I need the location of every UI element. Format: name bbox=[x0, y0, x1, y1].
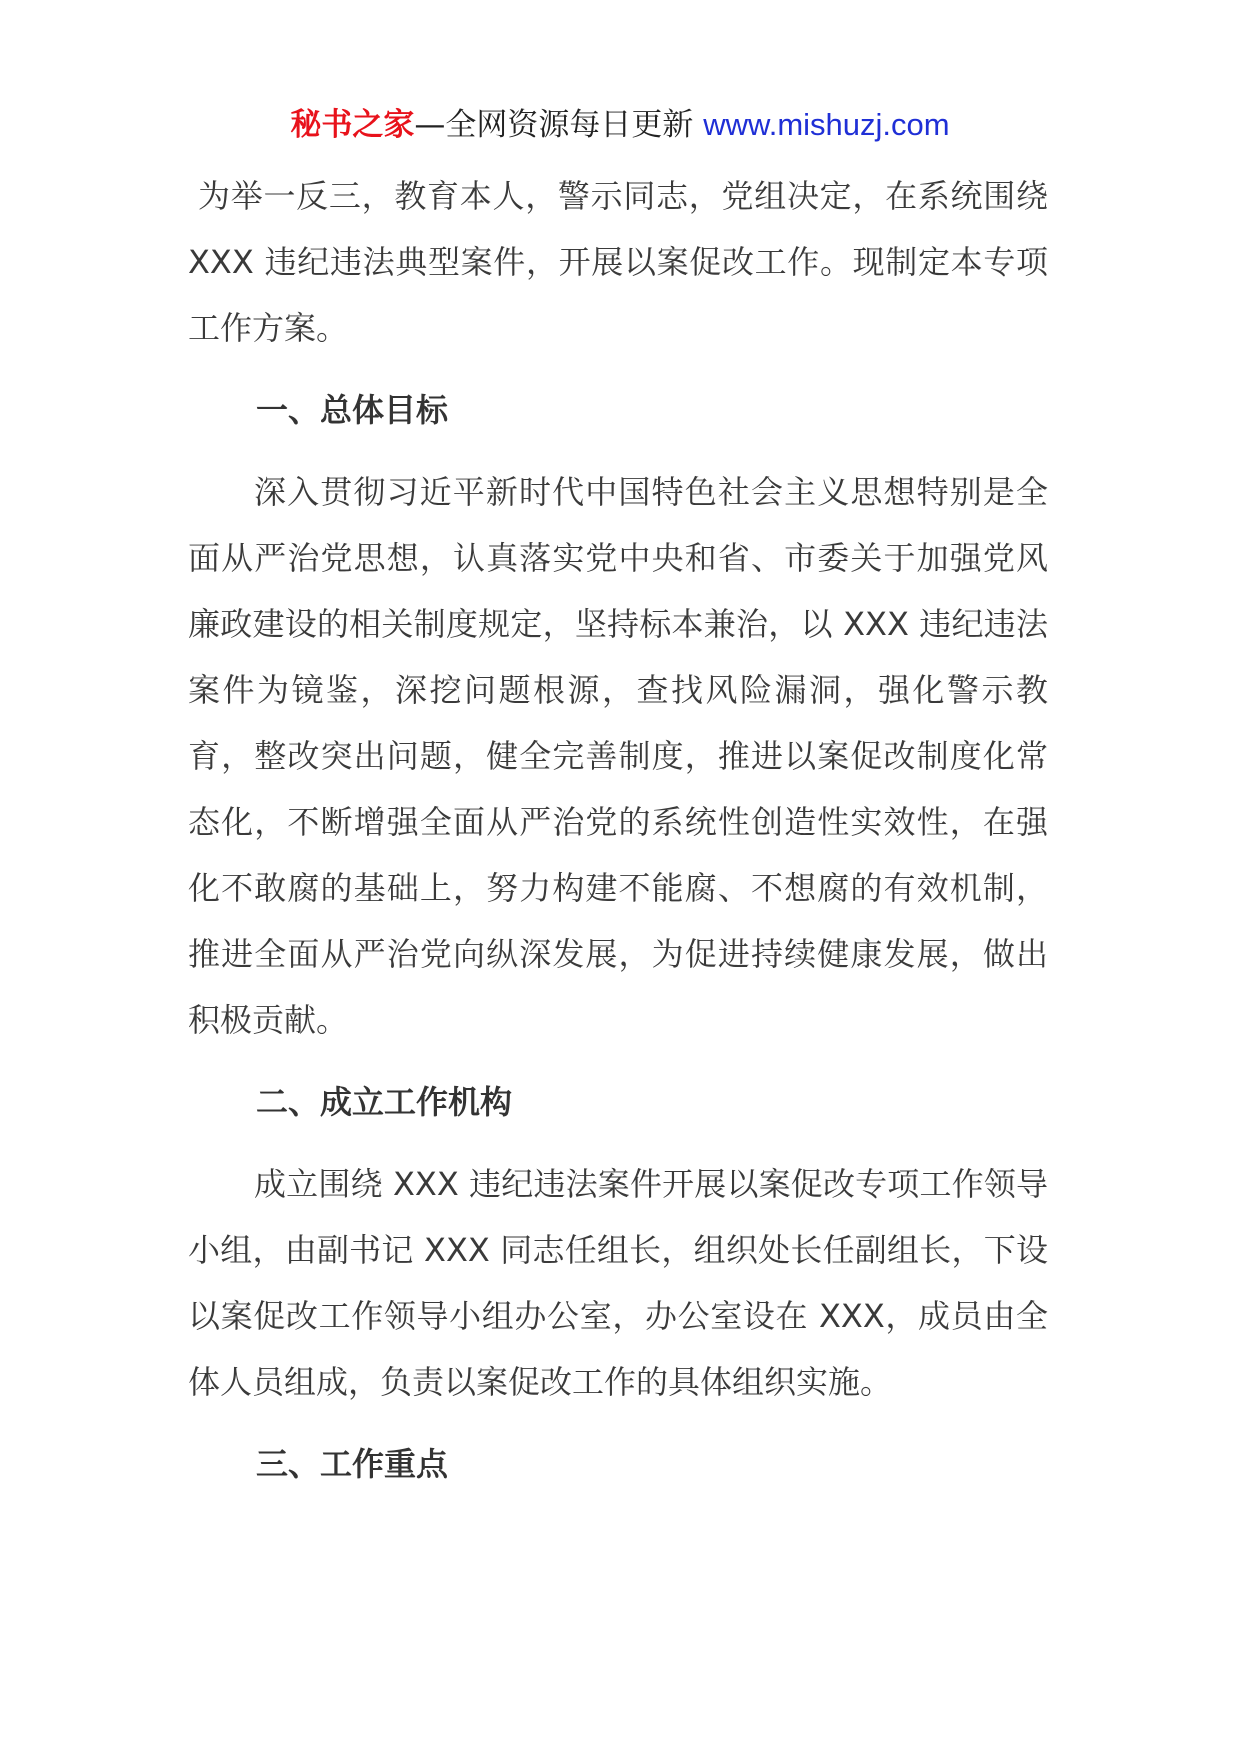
section-heading-overall-goal: 一、总体目标 bbox=[256, 391, 449, 429]
section-heading-working-body: 二、成立工作机构 bbox=[256, 1083, 513, 1121]
site-header bbox=[0, 100, 1240, 150]
section-paragraph-working-body: 成立围绕 XXX 违纪违法案件开展以案促改专项工作领导小组，由副书记 XXX 同志任组长，组织处长任副组长，下设以案促改工作领导小组办公室，办公室设在 XXX，成员由全体人员组成，负责以案促改工作的具体组织实施。 bbox=[188, 1165, 1048, 1401]
header-slogan: —全网资源每日更新 bbox=[414, 107, 694, 143]
section-heading-work-focus: 三、工作重点 bbox=[256, 1445, 449, 1483]
document-body bbox=[188, 163, 1048, 1497]
section-paragraph-overall-goal: 深入贯彻习近平新时代中国特色社会主义思想特别是全面从严治党思想，认真落实党中央和省、市委关于加强党风廉政建设的相关制度规定，坚持标本兼治，以 XXX 违纪违法案件为镜鉴，深挖问题根源，查找风险漏洞，强化警示教育，整改突出问题，健全完善制度，推进以案促改制度化常态化，不断增强全面从严治党的系统性创造性实效性，在强化不敢腐的基础上，努力构建不能腐、不想腐的有效机制，推进全面从严治党向纵深发展，为促进持续健康发展，做出积极贡献。 bbox=[188, 473, 1048, 1039]
site-url-link[interactable]: www.mishuzj.com bbox=[703, 107, 950, 142]
brand-name: 秘书之家 bbox=[290, 107, 415, 143]
intro-paragraph: 为举一反三，教育本人，警示同志，党组决定，在系统围绕 XXX 违纪违法典型案件，开展以案促改工作。现制定本专项工作方案。 bbox=[188, 177, 1048, 347]
